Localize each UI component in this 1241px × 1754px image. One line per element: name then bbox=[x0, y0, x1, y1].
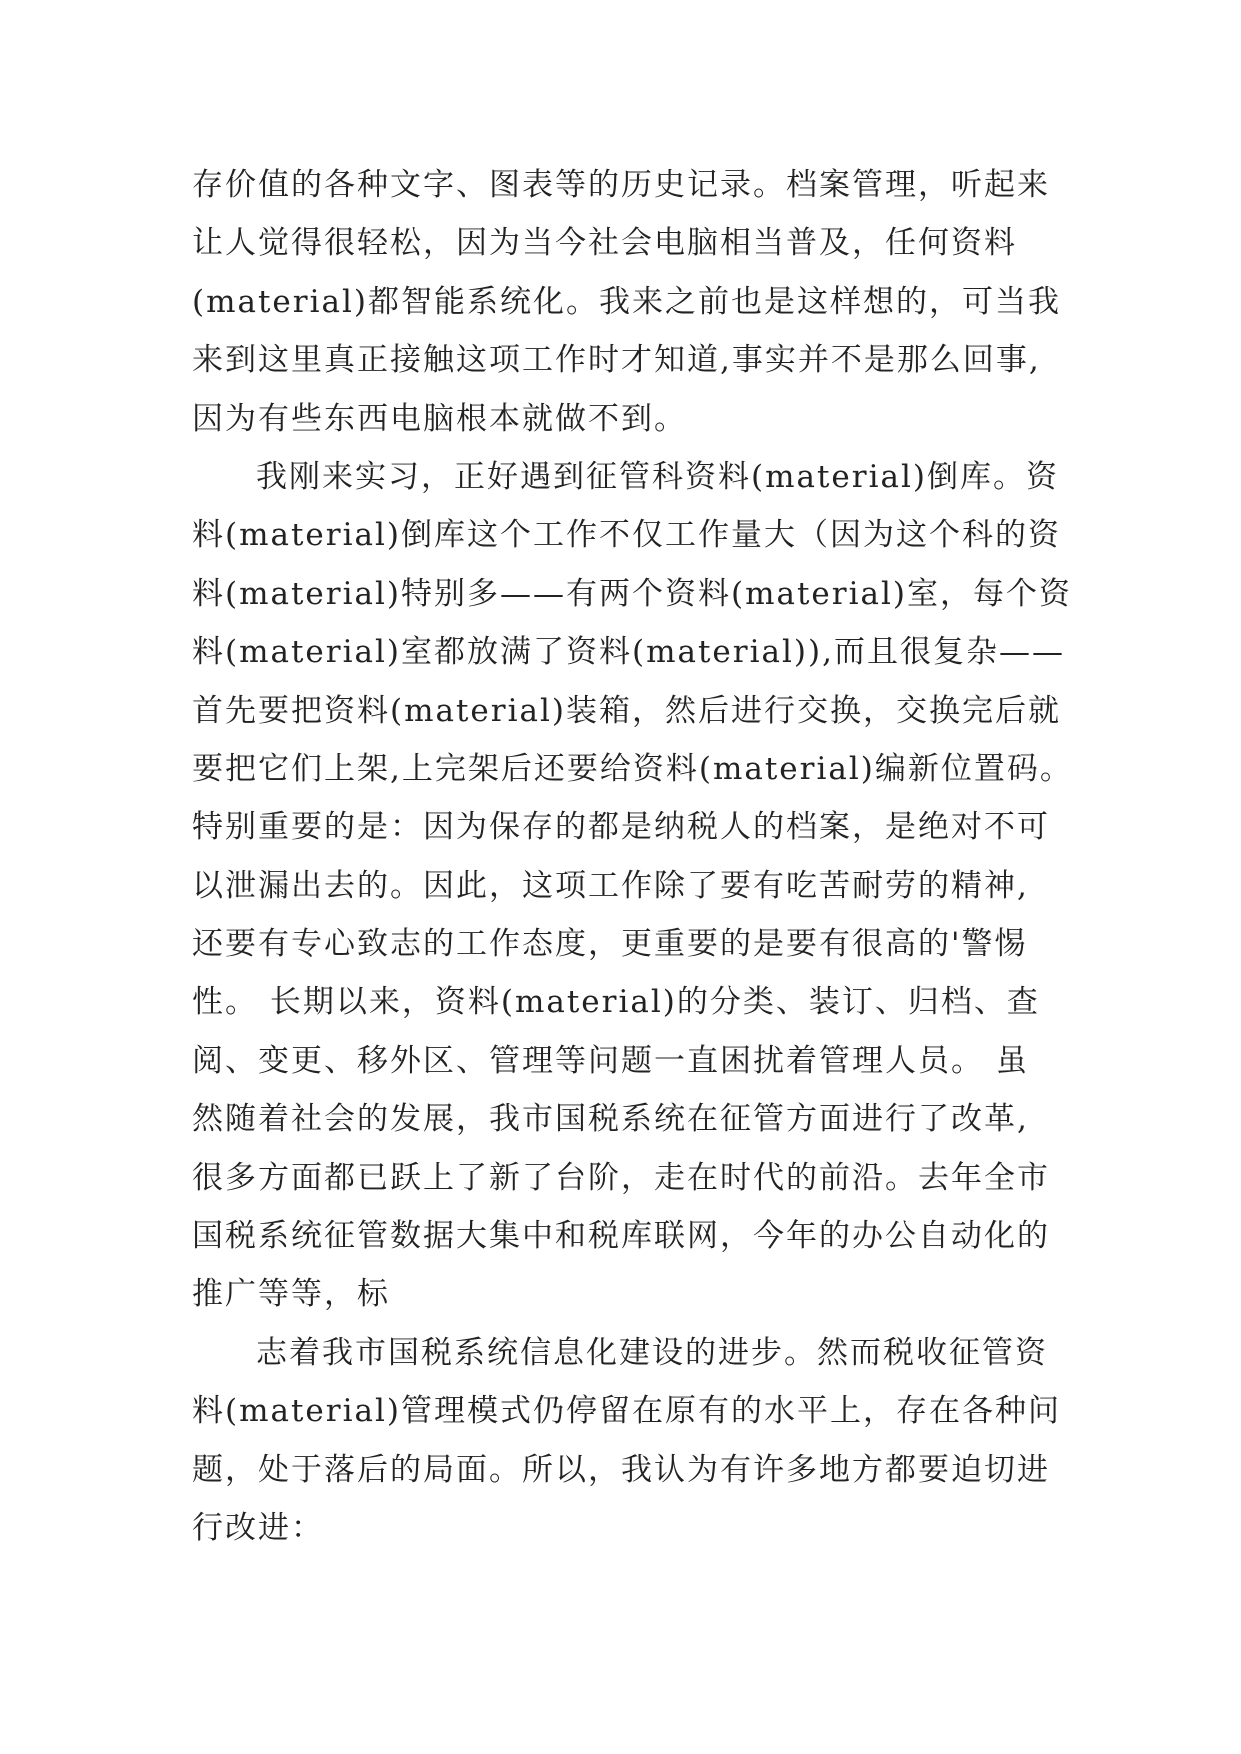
text-line: 志着我市国税系统信息化建设的进步。然而税收征管资 bbox=[256, 1334, 1048, 1371]
text-line: 阅、变更、移外区、管理等问题一直困扰着管理人员。 虽 bbox=[192, 1042, 1029, 1079]
text-line: 首先要把资料(material)装箱，然后进行交换，交换完后就 bbox=[192, 692, 1061, 729]
text-line: 国税系统征管数据大集中和税库联网，今年的办公自动化的 bbox=[192, 1218, 1050, 1255]
text-line: 特别重要的是：因为保存的都是纳税人的档案，是绝对不可 bbox=[192, 809, 1050, 846]
text-line: 存价值的各种文字、图表等的历史记录。档案管理，听起来 bbox=[192, 167, 1050, 203]
text-line: 料(material)特别多——有两个资料(material)室，每个资 bbox=[192, 575, 1072, 612]
text-line: 来到这里真正接触这项工作时才知道,事实并不是那么回事, bbox=[192, 342, 1041, 379]
text-line: 行改进： bbox=[192, 1509, 324, 1546]
text-line: 要把它们上架,上完架后还要给资料(material)编新位置码。 bbox=[192, 750, 1073, 787]
text-line: 因为有些东西电脑根本就做不到。 bbox=[192, 400, 687, 437]
text-line: 还要有专心致志的工作态度，更重要的是要有很高的'警惕 bbox=[192, 926, 1028, 963]
text-line: 我刚来实习，正好遇到征管科资料(material)倒库。资 bbox=[256, 458, 1059, 495]
body-text bbox=[192, 156, 1073, 1557]
text-line: 料(material)管理模式仍停留在原有的水平上，存在各种问 bbox=[192, 1393, 1061, 1430]
text-line: 推广等等，标 bbox=[192, 1276, 390, 1313]
text-line: 很多方面都已跃上了新了台阶，走在时代的前沿。去年全市 bbox=[192, 1159, 1050, 1196]
text-line: 料(material)倒库这个工作不仅工作量大（因为这个科的资 bbox=[192, 517, 1061, 554]
text-line: 性。 长期以来，资料(material)的分类、装订、归档、查 bbox=[192, 984, 1040, 1021]
text-line: 以泄漏出去的。因此，这项工作除了要有吃苦耐劳的精神, bbox=[192, 867, 1029, 904]
text-line: 料(material)室都放满了资料(material)),而且很复杂—— bbox=[192, 634, 1065, 671]
text-line: (material)都智能系统化。我来之前也是这样想的，可当我 bbox=[192, 283, 1061, 320]
text-line: 让人觉得很轻松，因为当今社会电脑相当普及，任何资料 bbox=[192, 225, 1017, 262]
text-line: 然随着社会的发展，我市国税系统在征管方面进行了改革, bbox=[192, 1101, 1029, 1138]
text-line: 题，处于落后的局面。所以，我认为有许多地方都要迫切进 bbox=[192, 1451, 1050, 1488]
